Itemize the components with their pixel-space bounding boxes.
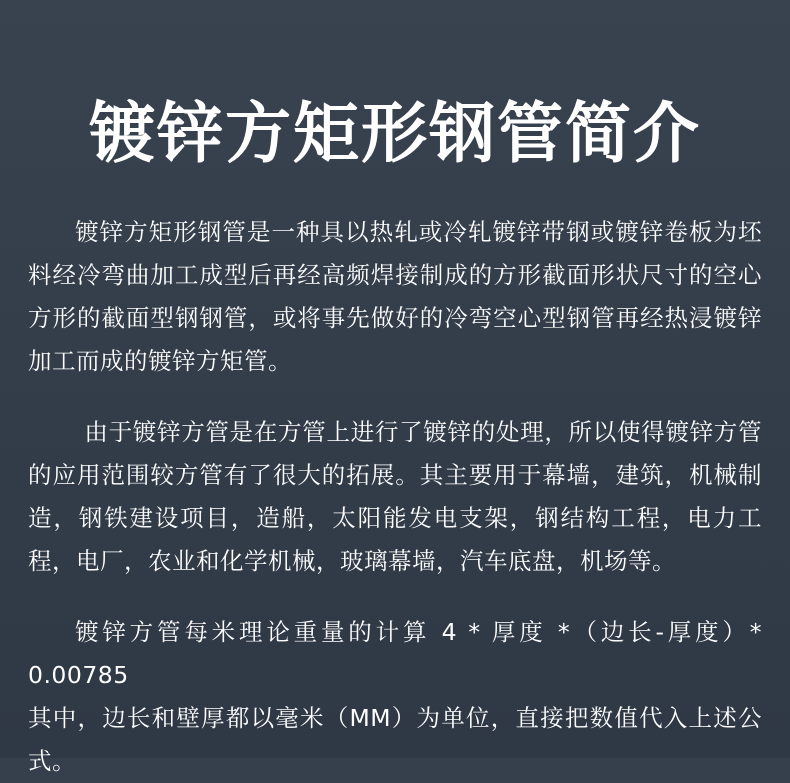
paragraph-weight-formula: 镀锌方管每米理论重量的计算 4 * 厚度 *（边长-厚度）* 0.00785 [28,618,762,690]
document-body [18,211,772,783]
paragraph-applications: 由于镀锌方管是在方管上进行了镀锌的处理，所以使得镀锌方管的应用范围较方管有了很大的拓展。其主要用于幕墙，建筑，机械制造，钢铁建设项目，造船，太阳能发电支架，钢结构工程，电力工程，电厂，农业和化学机械，玻璃幕墙，汽车底盘，机场等。 [28,418,762,576]
paragraph-definition: 镀锌方矩形钢管是一种具以热轧或冷轧镀锌带钢或镀锌卷板为坯料经冷弯曲加工成型后再经高频焊接制成的方形截面形状尺寸的空心方形的截面型钢钢管，或将事先做好的冷弯空心型钢管再经热浸镀锌加工而成的镀锌方矩管。 [28,218,762,376]
page-title: 镀锌方矩形钢管简介 [89,95,701,172]
paragraph-formula-note: 其中，边长和壁厚都以毫米（MM）为单位，直接把数值代入上述公式。 [28,704,762,776]
